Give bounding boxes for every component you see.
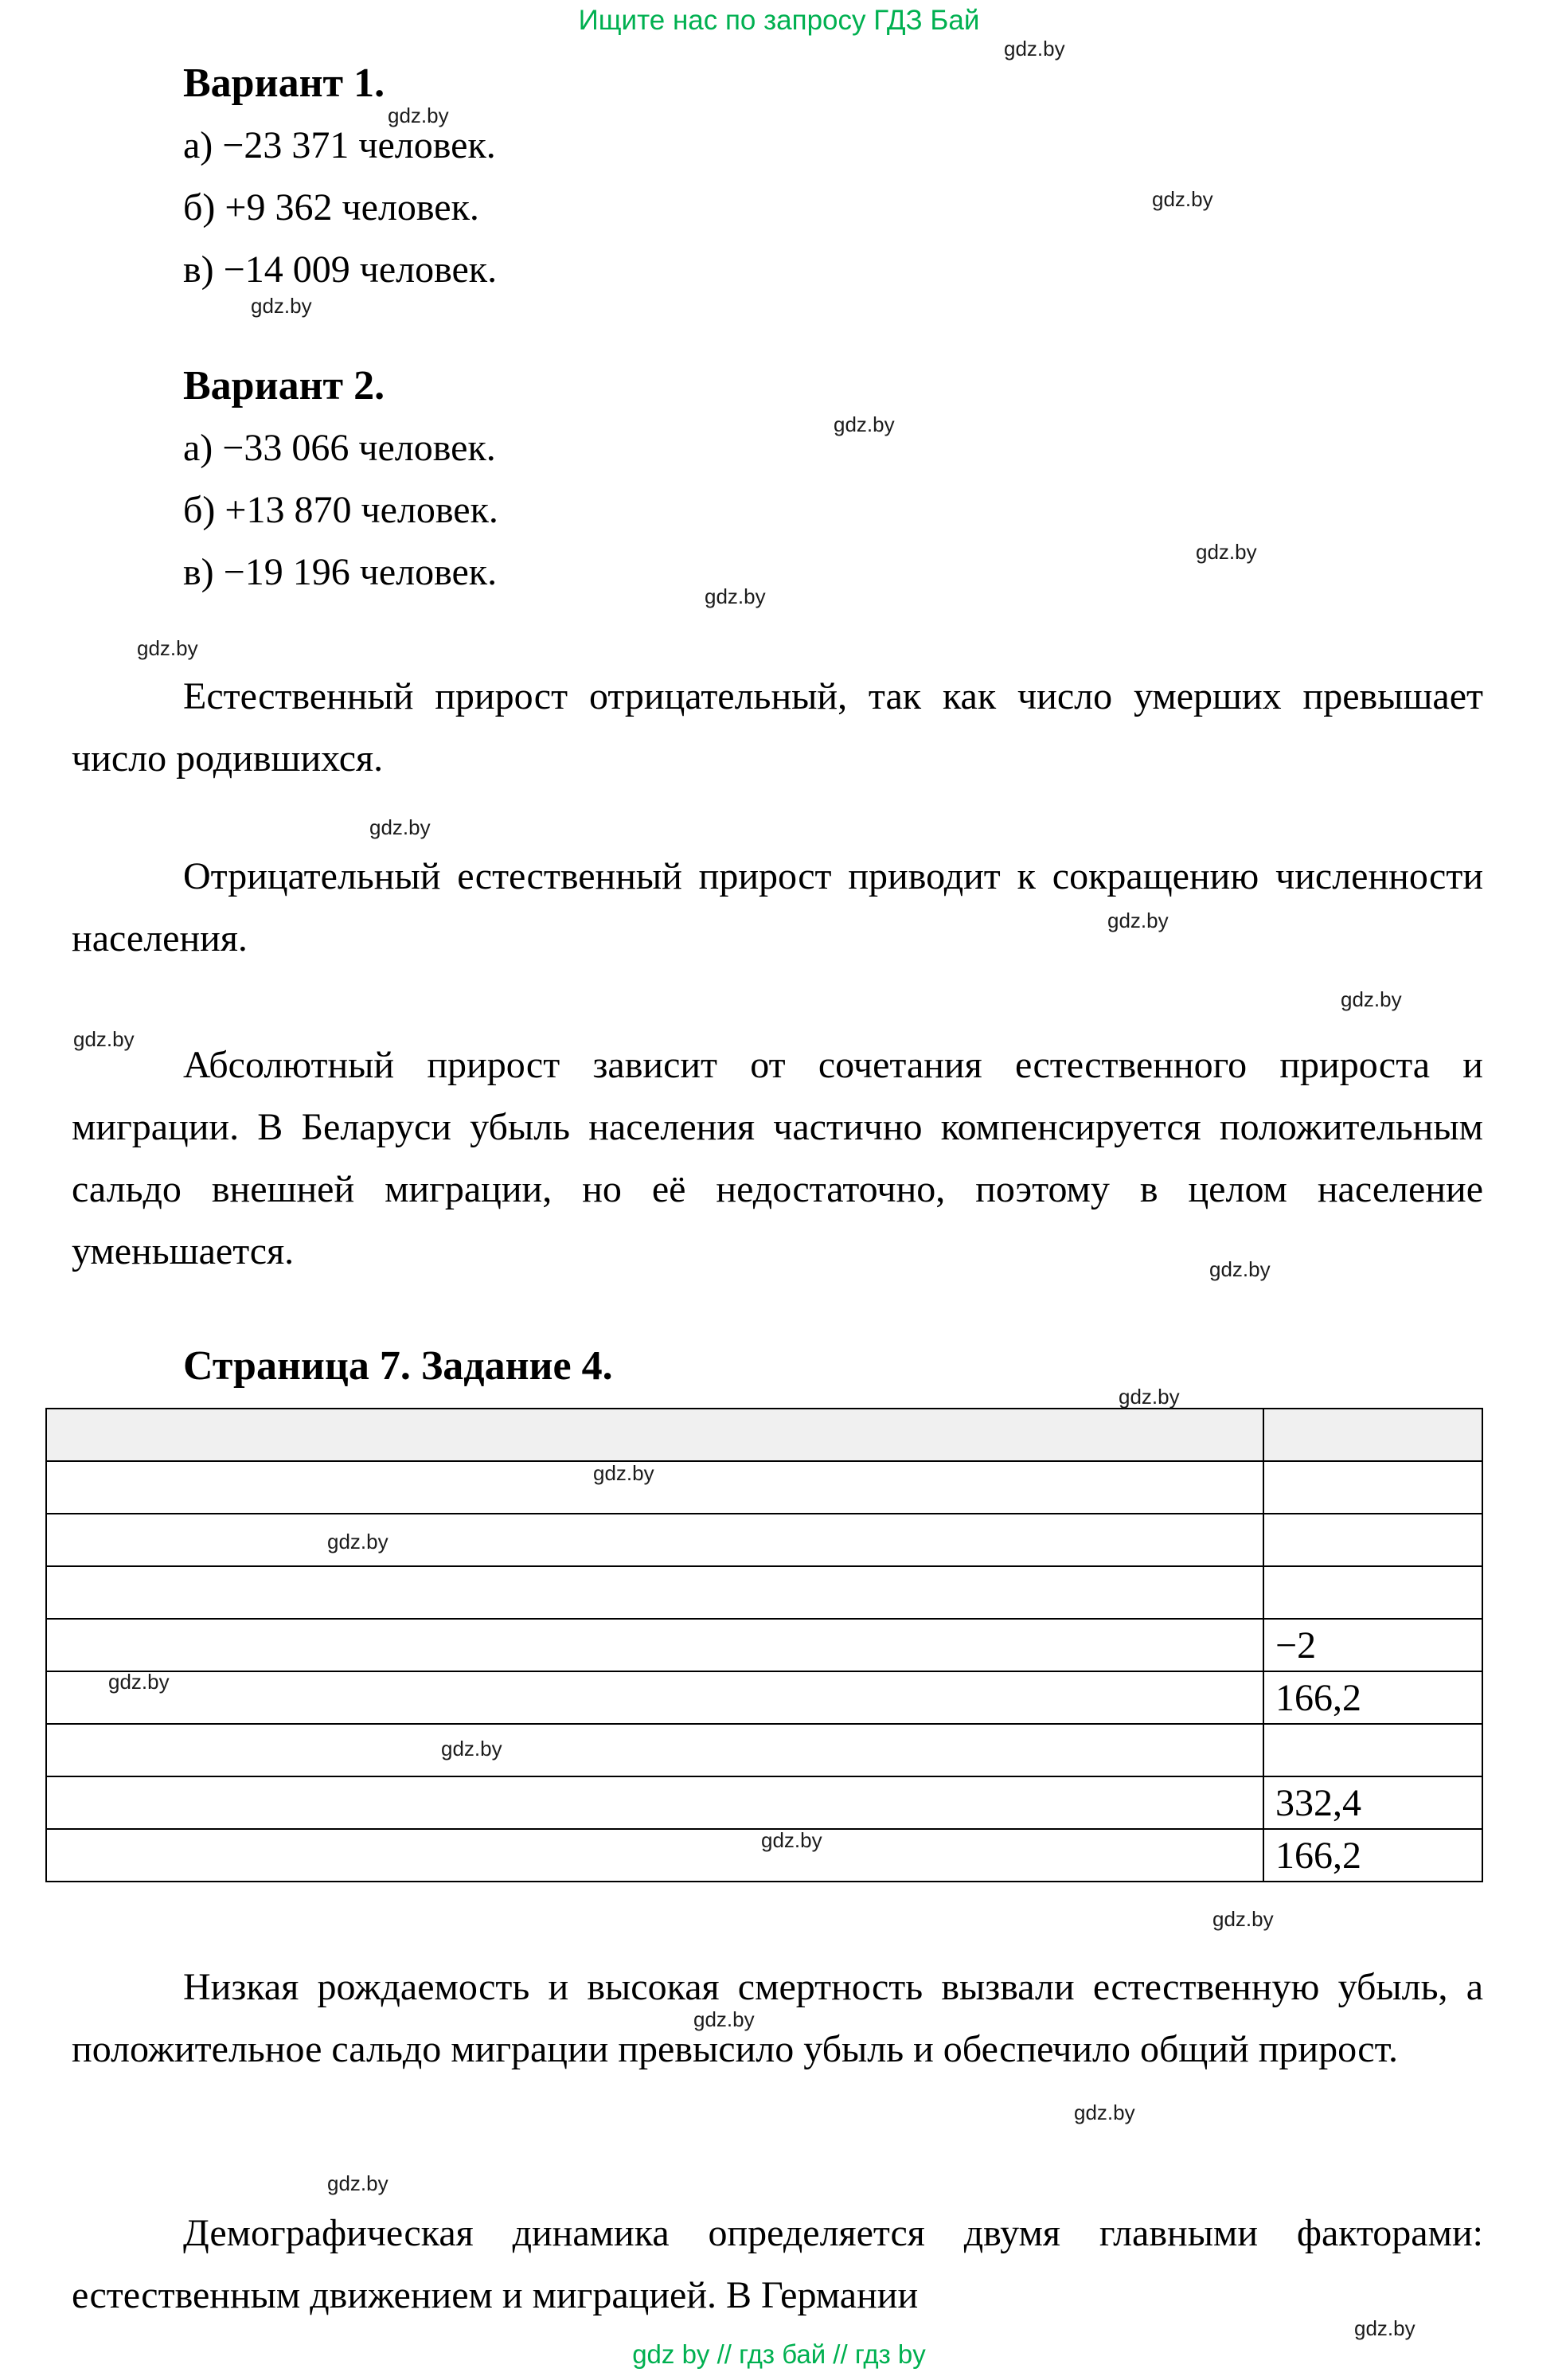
watermark-gdz: gdz.by bbox=[108, 1670, 170, 1694]
watermark-gdz: gdz.by bbox=[327, 1530, 389, 1553]
table-row bbox=[46, 1409, 1482, 1461]
explanation-paragraph-1: Естественный прирост отрицательный, так как число умерших превышает число родившихся. bbox=[72, 675, 1483, 780]
table-cell-value: 166,2 bbox=[1263, 1829, 1482, 1882]
table-row bbox=[46, 1619, 1482, 1671]
table-cell bbox=[46, 1461, 1263, 1514]
task-table bbox=[45, 1408, 1483, 1882]
watermark-gdz: gdz.by bbox=[1354, 2316, 1415, 2340]
table-cell bbox=[46, 1566, 1263, 1619]
table-cell bbox=[46, 1671, 1263, 1724]
variant-1-item-b: б) +9 362 человек. bbox=[183, 186, 479, 229]
table-cell bbox=[1263, 1514, 1482, 1566]
bottom-promo-banner: gdz by // гдз бай // гдз by bbox=[632, 2339, 926, 2369]
table-row bbox=[46, 1514, 1482, 1566]
watermark-gdz: gdz.by bbox=[1196, 540, 1257, 564]
watermark-gdz: gdz.by bbox=[1212, 1907, 1274, 1931]
task-heading: Страница 7. Задание 4. bbox=[183, 1343, 613, 1389]
table-cell bbox=[46, 1514, 1263, 1566]
table-cell bbox=[46, 1724, 1263, 1776]
variant-2-item-a: а) −33 066 человек. bbox=[183, 427, 496, 469]
watermark-gdz: gdz.by bbox=[327, 2171, 389, 2195]
watermark-gdz: gdz.by bbox=[73, 1027, 135, 1051]
watermark-gdz: gdz.by bbox=[593, 1461, 654, 1485]
table-cell-value: 332,4 bbox=[1263, 1776, 1482, 1829]
table-cell bbox=[46, 1829, 1263, 1882]
explanation-paragraph-2: Отрицательный естественный прирост приводит к сокращению численности населения. bbox=[72, 855, 1483, 959]
table-cell-value: −2 bbox=[1263, 1619, 1482, 1671]
table-row bbox=[46, 1671, 1482, 1724]
variant-2-item-b: б) +13 870 человек. bbox=[183, 489, 498, 531]
table-cell bbox=[1263, 1461, 1482, 1514]
watermark-gdz: gdz.by bbox=[1004, 37, 1065, 61]
watermark-gdz: gdz.by bbox=[705, 584, 766, 608]
watermark-gdz: gdz.by bbox=[1341, 987, 1402, 1011]
top-promo-banner: Ищите нас по запросу ГДЗ Бай bbox=[578, 5, 980, 36]
variant-2-title: Вариант 2. bbox=[183, 363, 385, 408]
table-row bbox=[46, 1776, 1482, 1829]
watermark-gdz: gdz.by bbox=[251, 294, 312, 318]
table-cell bbox=[1263, 1409, 1482, 1461]
watermark-gdz: gdz.by bbox=[693, 2007, 755, 2031]
watermark-gdz: gdz.by bbox=[388, 104, 449, 127]
variant-1-item-v: в) −14 009 человек. bbox=[183, 248, 498, 291]
variant-2-block bbox=[183, 355, 498, 604]
table-row bbox=[46, 1461, 1482, 1514]
table-row bbox=[46, 1724, 1482, 1776]
watermark-gdz: gdz.by bbox=[1152, 187, 1213, 211]
table-cell bbox=[1263, 1724, 1482, 1776]
variant-2-item-v: в) −19 196 человек. bbox=[183, 551, 498, 593]
watermark-gdz: gdz.by bbox=[1209, 1257, 1271, 1281]
table-cell-value: 166,2 bbox=[1263, 1671, 1482, 1724]
watermark-gdz: gdz.by bbox=[1074, 2101, 1135, 2124]
variant-1-item-a: а) −23 371 человек. bbox=[183, 124, 496, 166]
watermark-gdz: gdz.by bbox=[441, 1737, 502, 1761]
table-cell bbox=[46, 1619, 1263, 1671]
table-cell bbox=[1263, 1566, 1482, 1619]
explanation-paragraph-3: Абсолютный прирост зависит от сочетания естественного прироста и миграции. В Беларуси убыль населения частично компенсируется положительным сальдо внешней миграции, но её недостаточно, поэтому в целом население уменьшается. bbox=[72, 1044, 1483, 1272]
watermark-gdz: gdz.by bbox=[834, 412, 895, 436]
variant-1-block bbox=[183, 53, 497, 301]
variant-1-title: Вариант 1. bbox=[183, 61, 385, 106]
watermark-gdz: gdz.by bbox=[1119, 1385, 1180, 1409]
watermark-gdz: gdz.by bbox=[137, 636, 198, 660]
conclusion-paragraph-2: Демографическая динамика определяется двумя главными факторами: естественным движением и миграцией. В Германии bbox=[72, 2212, 1483, 2316]
watermark-gdz: gdz.by bbox=[1107, 909, 1169, 932]
watermark-gdz: gdz.by bbox=[369, 815, 431, 839]
table-row bbox=[46, 1566, 1482, 1619]
table-cell bbox=[46, 1409, 1263, 1461]
table-cell bbox=[46, 1776, 1263, 1829]
conclusion-paragraph-1: Низкая рождаемость и высокая смертность вызвали естественную убыль, а положительное сальдо миграции превысило убыль и обеспечило общий прирост. bbox=[72, 1966, 1483, 2070]
watermark-gdz: gdz.by bbox=[761, 1828, 822, 1852]
